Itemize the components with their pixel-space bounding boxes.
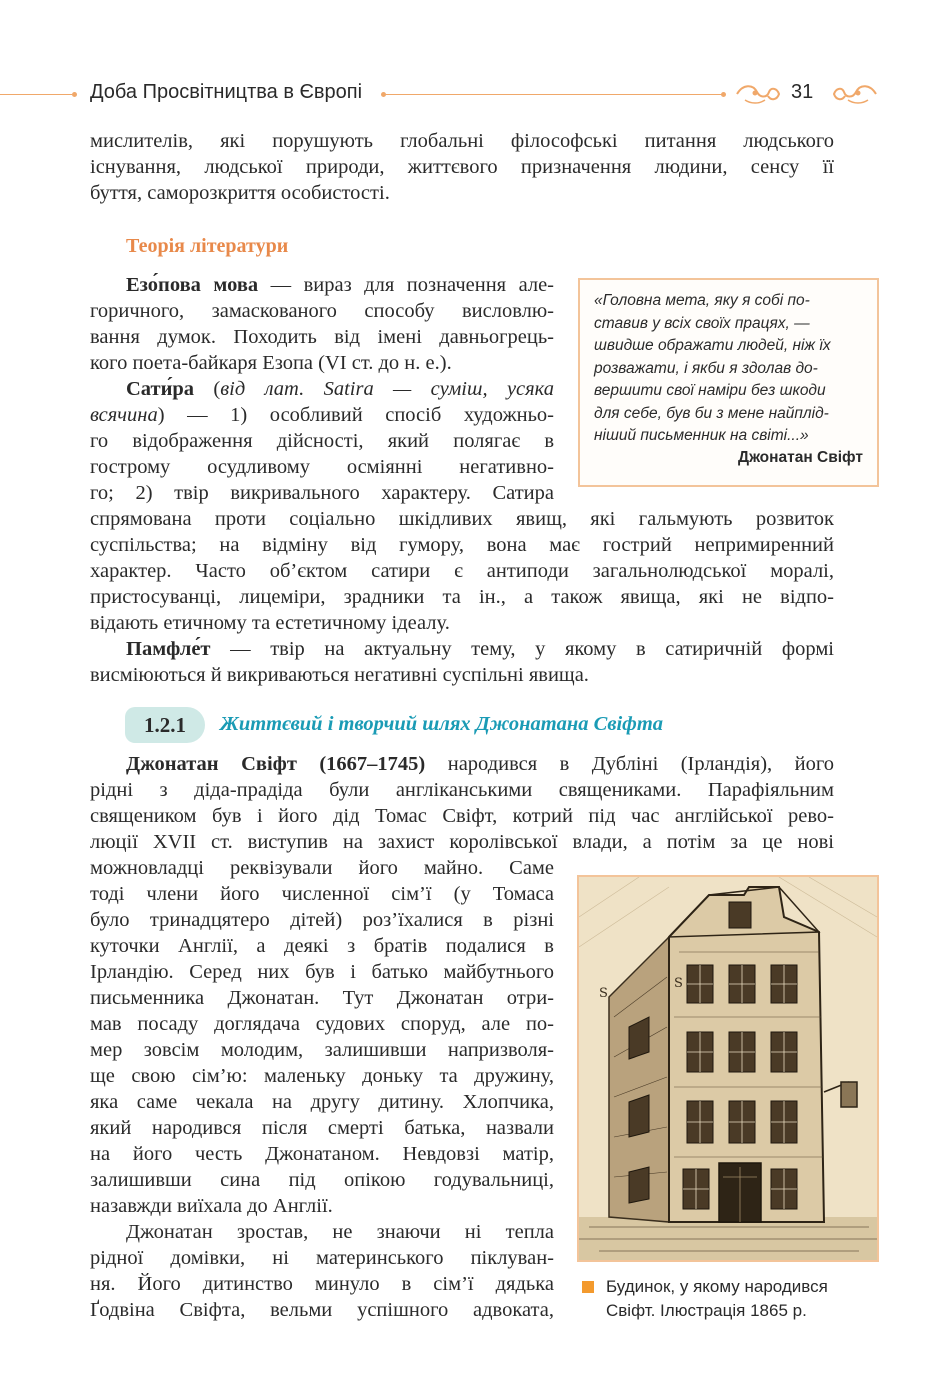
text-line: висміюються й викриваються негативні суспільні явища. [90, 664, 589, 686]
text-line: на його честь Джонатаном. Невдовзі матір, [90, 1143, 554, 1165]
text-line: люції XVII ст. виступив на захист королівської влади, а потім за це нові [90, 831, 834, 853]
house-illustration [577, 875, 879, 1262]
text-line: характер. Часто об’єктом сатири є антиподи загальнолюдської моралі, [90, 560, 834, 582]
text-line: спрямована проти соціально шкідливих явищ, які гальмують розвиток [90, 508, 834, 530]
term-aesopian-language: Езо́пова мова [126, 274, 259, 296]
text-fragment: — вираз для позначення але- [258, 274, 555, 296]
text-fragment: — твір на актуальну тему, у якому в сатиричній формі [210, 638, 834, 660]
text-line: Ірландію. Серед них був і батько майбутнього [90, 961, 554, 983]
text-line: кого поета-байкаря Езопа (VI ст. до н. е.). [90, 352, 452, 374]
text-line: священиком був і його дід Томас Свіфт, котрий під час англійської рево- [90, 805, 834, 827]
header-section-title: Доба Просвітництва в Європі [90, 81, 363, 103]
text-line: Ґодвіна Свіфта, вельми успішного адвоката, [90, 1299, 554, 1321]
ornament-swirl-right-icon [832, 82, 878, 106]
biography-paragraph [90, 751, 834, 855]
text-line: го відображення дійсності, який полягає в [90, 430, 554, 452]
text-fragment: народився в Дубліні (Ірландія), його [425, 753, 834, 775]
text-line: письменника Джонатан. Тут Джонатан отри- [90, 987, 554, 1009]
quote-line: розважати, і якби я здолав до- [594, 359, 818, 377]
header-rule-middle [385, 94, 723, 95]
term-satire: Сати́ра [126, 378, 195, 400]
biography-paragraph-childhood [90, 1219, 554, 1323]
text-line: залишивши сина під опікою годувальниці, [90, 1169, 554, 1191]
svg-text:S: S [674, 976, 683, 991]
quote-line: ніший письменник на світі...» [594, 427, 809, 444]
term-pamphlet: Памфле́т [126, 638, 211, 660]
text-fragment: від лат. Satira — суміш, усяка [220, 378, 554, 400]
page-header [0, 78, 952, 112]
text-line [90, 636, 834, 662]
text-line: назавжди виїхала до Англії. [90, 1195, 333, 1217]
quote-line: вершити свої наміри без шкоди [594, 382, 826, 399]
text-line: було тринадцятеро дітей) роз’їхалися в різні [90, 909, 554, 931]
quote-line: для себе, був би з мене найплід- [594, 404, 829, 422]
text-line: пристосуванці, лицеміри, зрадники та ін., а також явища, які не відпо- [90, 586, 834, 608]
caption-line: Свіфт. Ілюстрація 1865 р. [606, 1301, 807, 1320]
text-line: існування, людської природи, життєвого призначення людини, сенсу її [90, 156, 834, 178]
text-line: ще свою сім’ю: маленьку доньку та дружину, [90, 1065, 554, 1087]
text-line: горичного, замаскованого способу висловлю- [90, 300, 554, 322]
section-number-badge: 1.2.1 [125, 707, 205, 743]
text-line: який народився після смерті батька, назвали [90, 1117, 554, 1139]
text-line: можновладці реквізували його майно. Саме [90, 857, 554, 879]
text-line: мав посаду доглядача судових споруд, але по- [90, 1013, 554, 1035]
text-line [90, 376, 554, 402]
theory-heading: Теорія літератури [126, 235, 289, 257]
quote-line: ставив у всіх своїх працях, — [594, 314, 810, 332]
text-line: рідної домівки, ні материнського піклуван- [90, 1247, 554, 1269]
text-fragment: ) — 1) особливий спосіб художньо- [157, 404, 554, 426]
text-line: тоді члени його численної сім’ї (у Томаса [90, 883, 554, 905]
text-line [90, 402, 554, 428]
text-line: Джонатан зростав, не знаючи ні тепла [126, 1221, 554, 1243]
definition-pamphlet [90, 636, 834, 688]
header-dot [721, 92, 726, 97]
ornament-swirl-left-icon [735, 82, 781, 106]
engraving-house-image [579, 877, 877, 1260]
text-line: буття, саморозкриття особистості. [90, 182, 390, 204]
intro-paragraph [90, 128, 834, 206]
text-line: вання думок. Походить від імені давньогрець- [90, 326, 554, 348]
caption-bullet-icon [582, 1281, 594, 1293]
quote-author: Джонатан Свіфт [738, 448, 863, 466]
text-line: мислителів, які порушують глобальні філософські питання людського [90, 130, 834, 152]
svg-text:S: S [599, 986, 608, 1001]
text-fragment: всячина [90, 404, 158, 426]
text-line: суспільства; на відміну від гумору, вона має гострий непримиренний [90, 534, 834, 556]
definition-satire [90, 376, 554, 506]
definition-satire-continued [90, 506, 834, 636]
header-rule-left [0, 94, 72, 95]
section-title: Життєвий і творчий шлях Джонатана Свіфта [220, 713, 664, 735]
caption-line: Будинок, у якому народився [606, 1277, 828, 1296]
quote-line: «Головна мета, яку я собі по- [594, 292, 810, 309]
quote-line: швидше ображати людей, ніж їх [594, 337, 831, 354]
text-line: гострому осудливому осміянні негативно- [90, 456, 554, 478]
text-line: мер зовсім молодим, залишивши напризволя- [90, 1039, 554, 1061]
biography-paragraph-continued [90, 855, 554, 1219]
text-line: яка саме чекала на другу дитину. Хлопчика, [90, 1091, 554, 1113]
text-line [90, 751, 834, 777]
text-line: відають етичному та естетичному ідеалу. [90, 612, 450, 634]
header-dot [72, 92, 77, 97]
lead-name-dates: Джонатан Свіфт (1667–1745) [126, 753, 426, 775]
text-line: рідні з діда-прадіда були англіканськими священиками. Парафіяльним [90, 779, 834, 801]
text-line: ня. Його дитинство минуло в сім’ї дядька [90, 1273, 554, 1295]
text-line: куточки Англії, а деякі з братів подалися в [90, 935, 554, 957]
text-fragment: ( [194, 378, 221, 400]
figure-caption [606, 1275, 828, 1323]
text-line [90, 272, 554, 298]
definition-aesopian-language [90, 272, 554, 376]
quote-box [578, 278, 879, 487]
text-line: го; 2) твір викривального характеру. Сатира [90, 482, 554, 504]
page-number: 31 [791, 81, 814, 103]
